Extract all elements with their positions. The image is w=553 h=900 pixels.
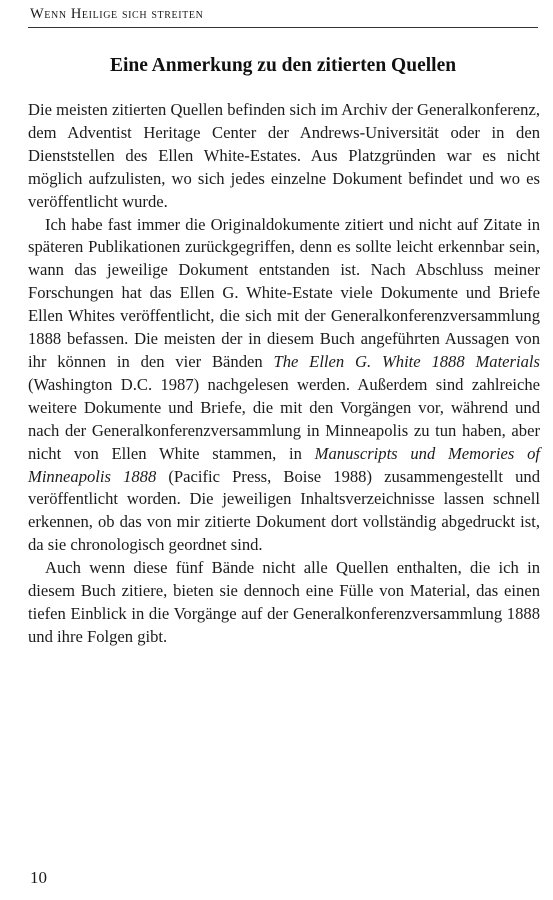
paragraph-2 — [28, 214, 540, 558]
paragraph-2-text-b: (Washington D.C. 1987) nachgelesen werden. Außerdem sind zahlreiche weitere Dokumente und Briefe, die mit den Vorgängen vor, während und nach der Generalkonferenzversammlung in Minneapolis zu tun haben, aber nicht von Ellen White stammen, in — [28, 374, 540, 463]
page-number: 10 — [30, 868, 47, 887]
paragraph-1: Die meisten zitierten Quellen befinden sich im Archiv der Generalkonferenz, dem Adventist Heritage Center der Andrews-Universität oder in den Dienststellen des Ellen White-Estates. Aus Platzgründen war es nicht möglich aufzulisten, wo sich jedes einzelne Dokument befindet und wo es veröffentlicht wurde. — [28, 100, 540, 211]
section-title: Eine Anmerkung zu den zitierten Quellen — [109, 55, 457, 76]
paragraph-3: Auch wenn diese fünf Bände nicht alle Quellen enthalten, die ich in diesem Buch zitiere, bieten sie dennoch eine Fülle von Material, das einen tiefen Einblick in die Vorgänge auf der Generalkonferenzversammlung 1888 und ihre Folgen gibt. — [28, 558, 540, 646]
paragraph-2-text-a: Ich habe fast immer die Originaldokumente zitiert und nicht auf Zitate in späteren Publikationen zurückgegriffen, denn es sollte leicht erkennbar sein, wann das jeweilige Dokument entstanden ist. Nach Abschluss meiner Forschungen hat das Ellen G. White-Estate viele Dokumente und Briefe Ellen Whites veröffentlicht, die sich mit der Generalkonferenzversammlung 1888 befassen. Die meisten der in diesem Buch angeführten Aussagen von ihr können in den vier Bänden — [28, 214, 540, 371]
book-title-ellen-white-materials: The Ellen G. White 1888 Materials — [273, 351, 540, 371]
book-title-manuscripts-and-memories: Manuscripts und Memories of Minneapolis 1888 — [28, 443, 540, 486]
paragraph-2-text-c: (Pacific Press, Boise 1988) zusammengestellt und veröffentlicht worden. Die jeweiligen Inhaltsverzeichnisse lassen schnell erkennen, ob das von mir zitierte Dokument dort vollständig abgedruckt ist, da sie chronologisch geordnet sind. — [28, 466, 540, 555]
header-rule — [28, 27, 538, 28]
running-head: Wenn Heilige sich streiten — [30, 6, 204, 22]
body-text — [28, 99, 540, 649]
